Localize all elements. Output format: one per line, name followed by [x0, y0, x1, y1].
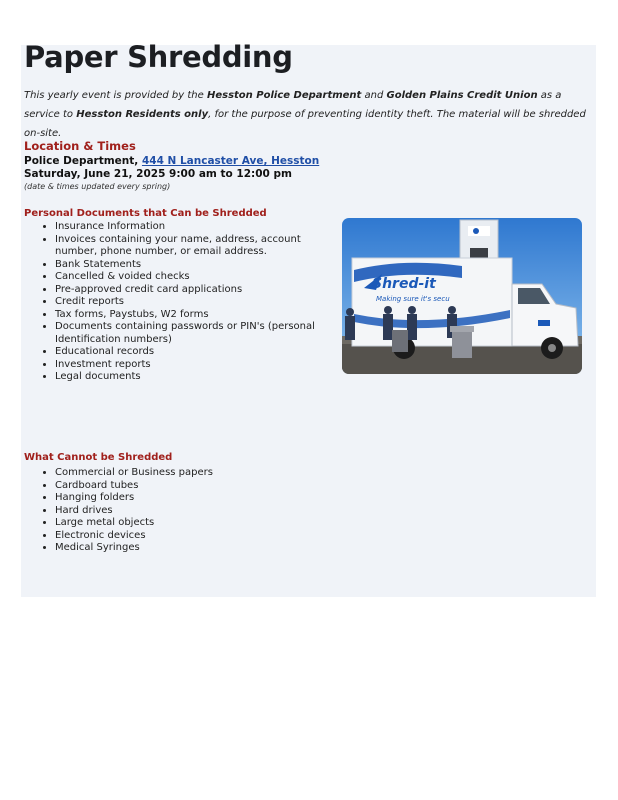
location-line	[24, 155, 319, 167]
intro-paragraph	[24, 86, 589, 143]
list-item: • Large metal objects	[55, 517, 325, 530]
shred-bin	[392, 330, 408, 352]
can-shred-list	[42, 221, 325, 384]
intro-police-dept: Hesston Police Department	[206, 90, 362, 101]
list-item: • Commercial or Business papers	[55, 467, 325, 480]
list-item: • Insurance Information	[55, 221, 325, 234]
list-item: • Pre-approved credit card applications	[55, 284, 325, 297]
shred-truck-photo	[342, 218, 582, 374]
list-item: • Electronic devices	[55, 530, 325, 543]
event-datetime: Saturday, June 21, 2025 9:00 am to 12:00 pm	[24, 168, 292, 180]
list-item: • Medical Syringes	[55, 542, 325, 555]
list-item: • Credit reports	[55, 296, 325, 309]
list-item: • Tax forms, Paystubs, W2 forms	[55, 309, 325, 322]
shred-bin	[452, 330, 472, 358]
update-note: (date & times updated every spring)	[24, 182, 171, 191]
truck-slogan-text: Making sure it's secu	[376, 295, 450, 303]
list-item: • Bank Statements	[55, 259, 325, 272]
cannot-shred-list	[42, 467, 325, 555]
list-item: • Investment reports	[55, 359, 325, 372]
location-heading: Location & Times	[24, 139, 136, 153]
list-item: • Educational records	[55, 346, 325, 359]
intro-text-1: This yearly event is provided by the	[24, 90, 207, 101]
truck-illustration	[342, 218, 582, 374]
list-item: • Invoices containing your name, address, account number, phone number, or email address.	[55, 234, 325, 259]
list-item: • Hanging folders	[55, 492, 325, 505]
list-item: • Legal documents	[55, 371, 325, 384]
intro-residents: Hesston Residents only	[76, 109, 209, 120]
list-item: • Cardboard tubes	[55, 480, 325, 493]
intro-text-3: , for the purpose of preventing identity theft. The material will be shredded on-site.	[24, 109, 586, 139]
brand-icon	[473, 228, 479, 234]
intro-text-and: and	[361, 90, 387, 101]
truck-logo-text: Shred-it	[372, 276, 436, 292]
list-item: • Hard drives	[55, 505, 325, 518]
cannot-shred-heading: What Cannot be Shredded	[24, 452, 173, 463]
intro-text-2: as a service to	[24, 90, 562, 120]
list-item: • Cancelled & voided checks	[55, 271, 325, 284]
list-item: • Documents containing passwords or PIN's (personal Identification numbers)	[55, 321, 325, 346]
can-shred-heading: Personal Documents that Can be Shredded	[24, 208, 267, 219]
place-label: Police Department,	[24, 155, 142, 167]
address-link[interactable]: 444 N Lancaster Ave, Hesston	[141, 155, 320, 167]
intro-credit-union: Golden Plains Credit Union	[386, 90, 538, 101]
page-title: Paper Shredding	[24, 40, 293, 74]
